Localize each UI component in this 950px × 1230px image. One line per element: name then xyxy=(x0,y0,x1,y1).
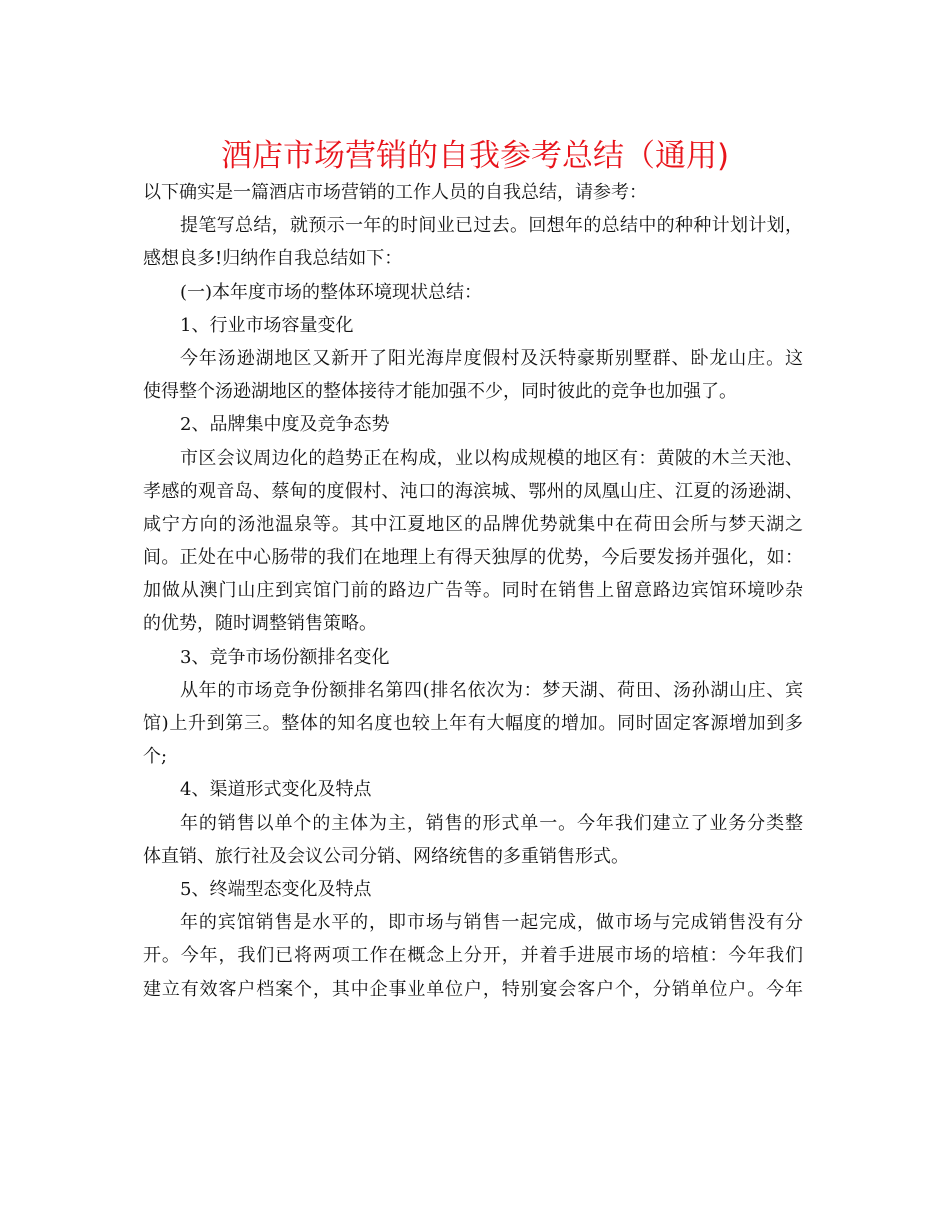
text-line: 年的宾馆销售是水平的，即市场与销售一起完成，做市场与完成销售没有分 xyxy=(180,912,803,934)
text-line: 从年的市场竞争份额排名第四(排名依次为：梦天湖、荷田、汤孙湖山庄、宾 xyxy=(180,679,803,701)
text-line: 1、行业市场容量变化 xyxy=(180,314,354,336)
text-line: 开。今年，我们已将两项工作在概念上分开，并着手进展市场的培植：今年我们 xyxy=(143,945,803,967)
text-line: 孝感的观音岛、蔡甸的度假村、沌口的海滨城、鄂州的凤凰山庄、江夏的汤逊湖、 xyxy=(143,480,803,502)
text-line: 以下确实是一篇酒店市场营销的工作人员的自我总结，请参考： xyxy=(143,182,647,203)
text-line: 3、竞争市场份额排名变化 xyxy=(180,646,390,668)
text-line: 加做从澳门山庄到宾馆门前的路边广告等。同时在销售上留意路边宾馆环境吵杂 xyxy=(143,580,803,602)
text-line: 市区会议周边化的趋势正在构成，业以构成规模的地区有：黄陂的木兰天池、 xyxy=(180,447,803,469)
text-line: 4、渠道形式变化及特点 xyxy=(180,779,372,801)
text-line: 感想良多!归纳作自我总结如下： xyxy=(143,248,403,270)
document-body xyxy=(143,176,803,1006)
text-line: (一)本年度市场的整体环境现状总结： xyxy=(180,281,483,303)
document-title: 酒店市场营销的自我参考总结（通用) xyxy=(220,138,730,174)
text-line: 咸宁方向的汤池温泉等。其中江夏地区的品牌优势就集中在荷田会所与梦天湖之 xyxy=(143,513,803,535)
text-line: 间。正处在中心肠带的我们在地理上有得天独厚的优势，今后要发扬并强化，如： xyxy=(143,547,803,569)
text-line: 今年汤逊湖地区又新开了阳光海岸度假村及沃特豪斯别墅群、卧龙山庄。这 xyxy=(180,347,803,369)
text-line: 提笔写总结，就预示一年的时间业已过去。回想年的总结中的种种计划计划， xyxy=(180,215,803,237)
text-line: 5、终端型态变化及特点 xyxy=(180,878,372,900)
text-line: 使得整个汤逊湖地区的整体接待才能加强不少，同时彼此的竞争也加强了。 xyxy=(143,381,737,403)
text-line: 的优势，随时调整销售策略。 xyxy=(143,613,377,635)
text-line: 年的销售以单个的主体为主，销售的形式单一。今年我们建立了业务分类整 xyxy=(180,812,803,834)
text-line: 体直销、旅行社及会议公司分销、网络统售的多重销售形式。 xyxy=(143,845,629,867)
text-line: 建立有效客户档案个，其中企事业单位户，特别宴会客户个，分销单位户。今年 xyxy=(143,978,803,1000)
text-line: 个; xyxy=(143,746,168,768)
text-line: 馆)上升到第三。整体的知名度也较上年有大幅度的增加。同时固定客源增加到多 xyxy=(143,713,803,734)
text-line: 2、品牌集中度及竞争态势 xyxy=(180,414,390,436)
